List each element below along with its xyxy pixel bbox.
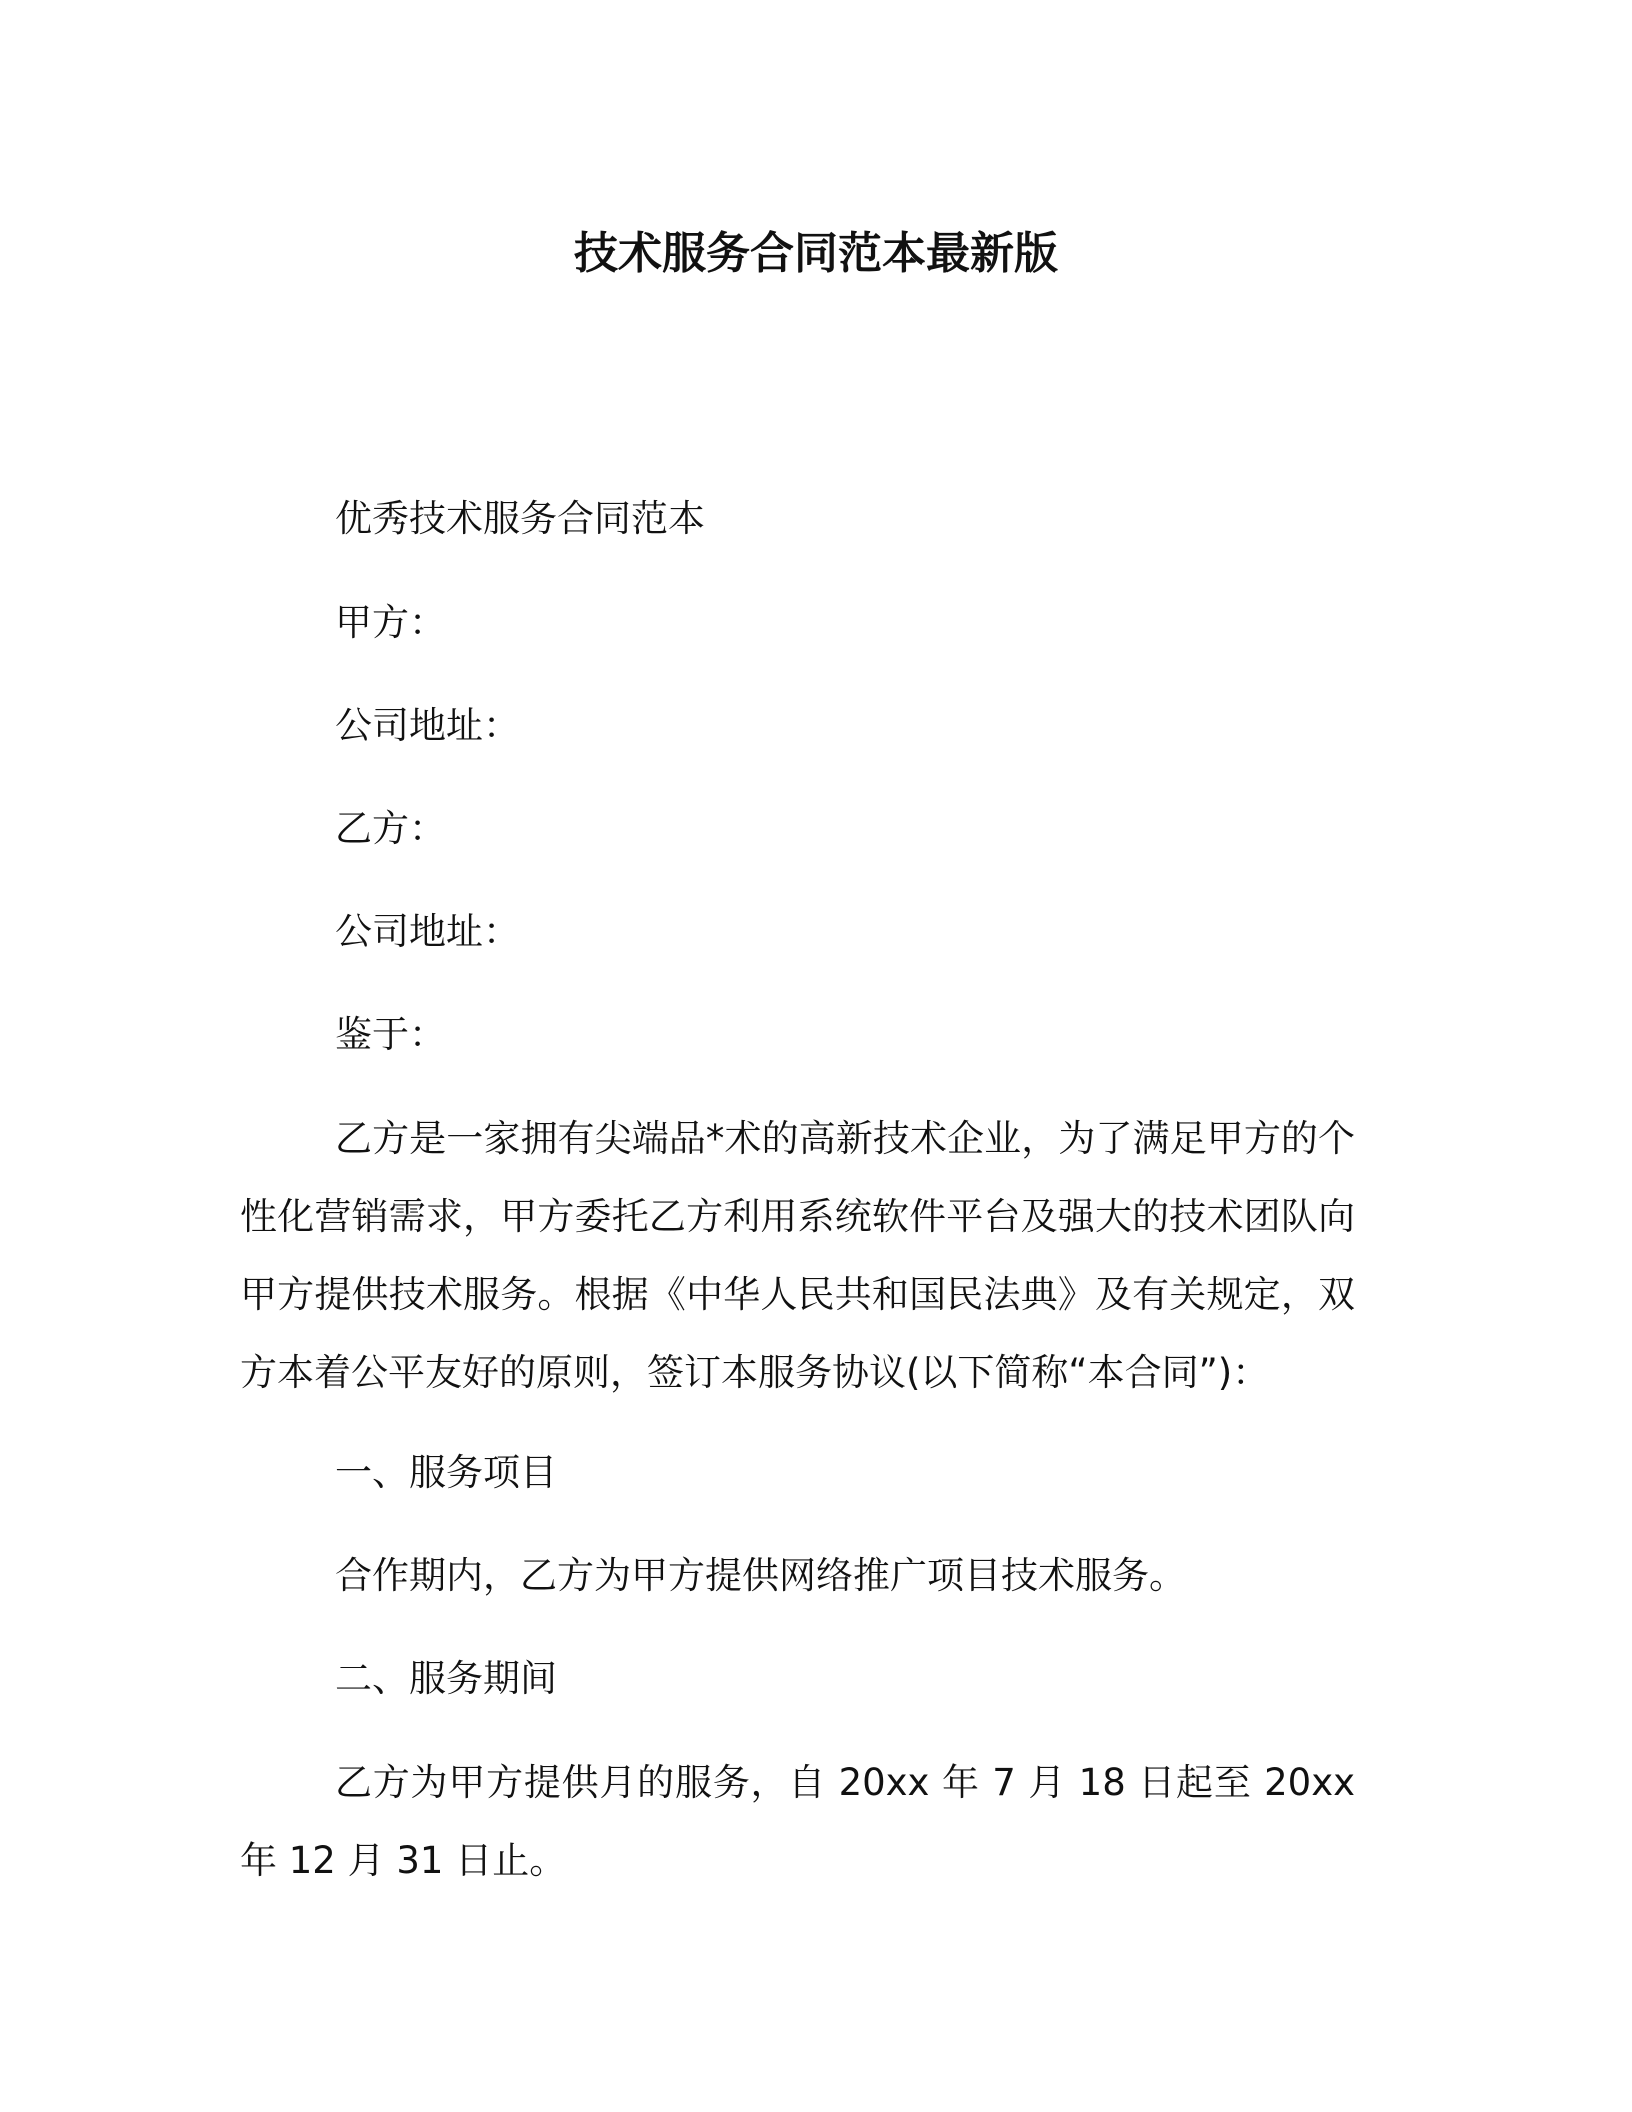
section-2-heading: 二、服务期间 [335, 1657, 557, 1700]
preamble-paragraph: 乙方是一家拥有尖端品*术的高新技术企业，为了满足甲方的个性化营销需求，甲方委托乙方利用系统软件平台及强大的技术团队向甲方提供技术服务。根据《中华人民共和国民法典》及有关规定，双方本着公平友好的原则，签订本服务协议(以下简称“本合同”)： [240, 1117, 1355, 1394]
section-2-body: 乙方为甲方提供月的服务，自 20xx 年 7 月 18 日起至 20xx 年 12 月 31 日止。 [240, 1761, 1355, 1882]
section-1-body: 合作期内，乙方为甲方提供网络推广项目技术服务。 [335, 1554, 1186, 1597]
party-a-label: 甲方： [335, 601, 446, 644]
party-b-address-label: 公司地址： [335, 910, 520, 953]
whereas-label: 鉴于： [335, 1013, 446, 1056]
party-a-address-label: 公司地址： [335, 704, 520, 747]
section-1-heading: 一、服务项目 [335, 1451, 557, 1494]
party-b-label: 乙方： [335, 807, 446, 850]
document-title: 技术服务合同范本最新版 [574, 228, 1058, 279]
document-subtitle: 优秀技术服务合同范本 [335, 497, 705, 540]
